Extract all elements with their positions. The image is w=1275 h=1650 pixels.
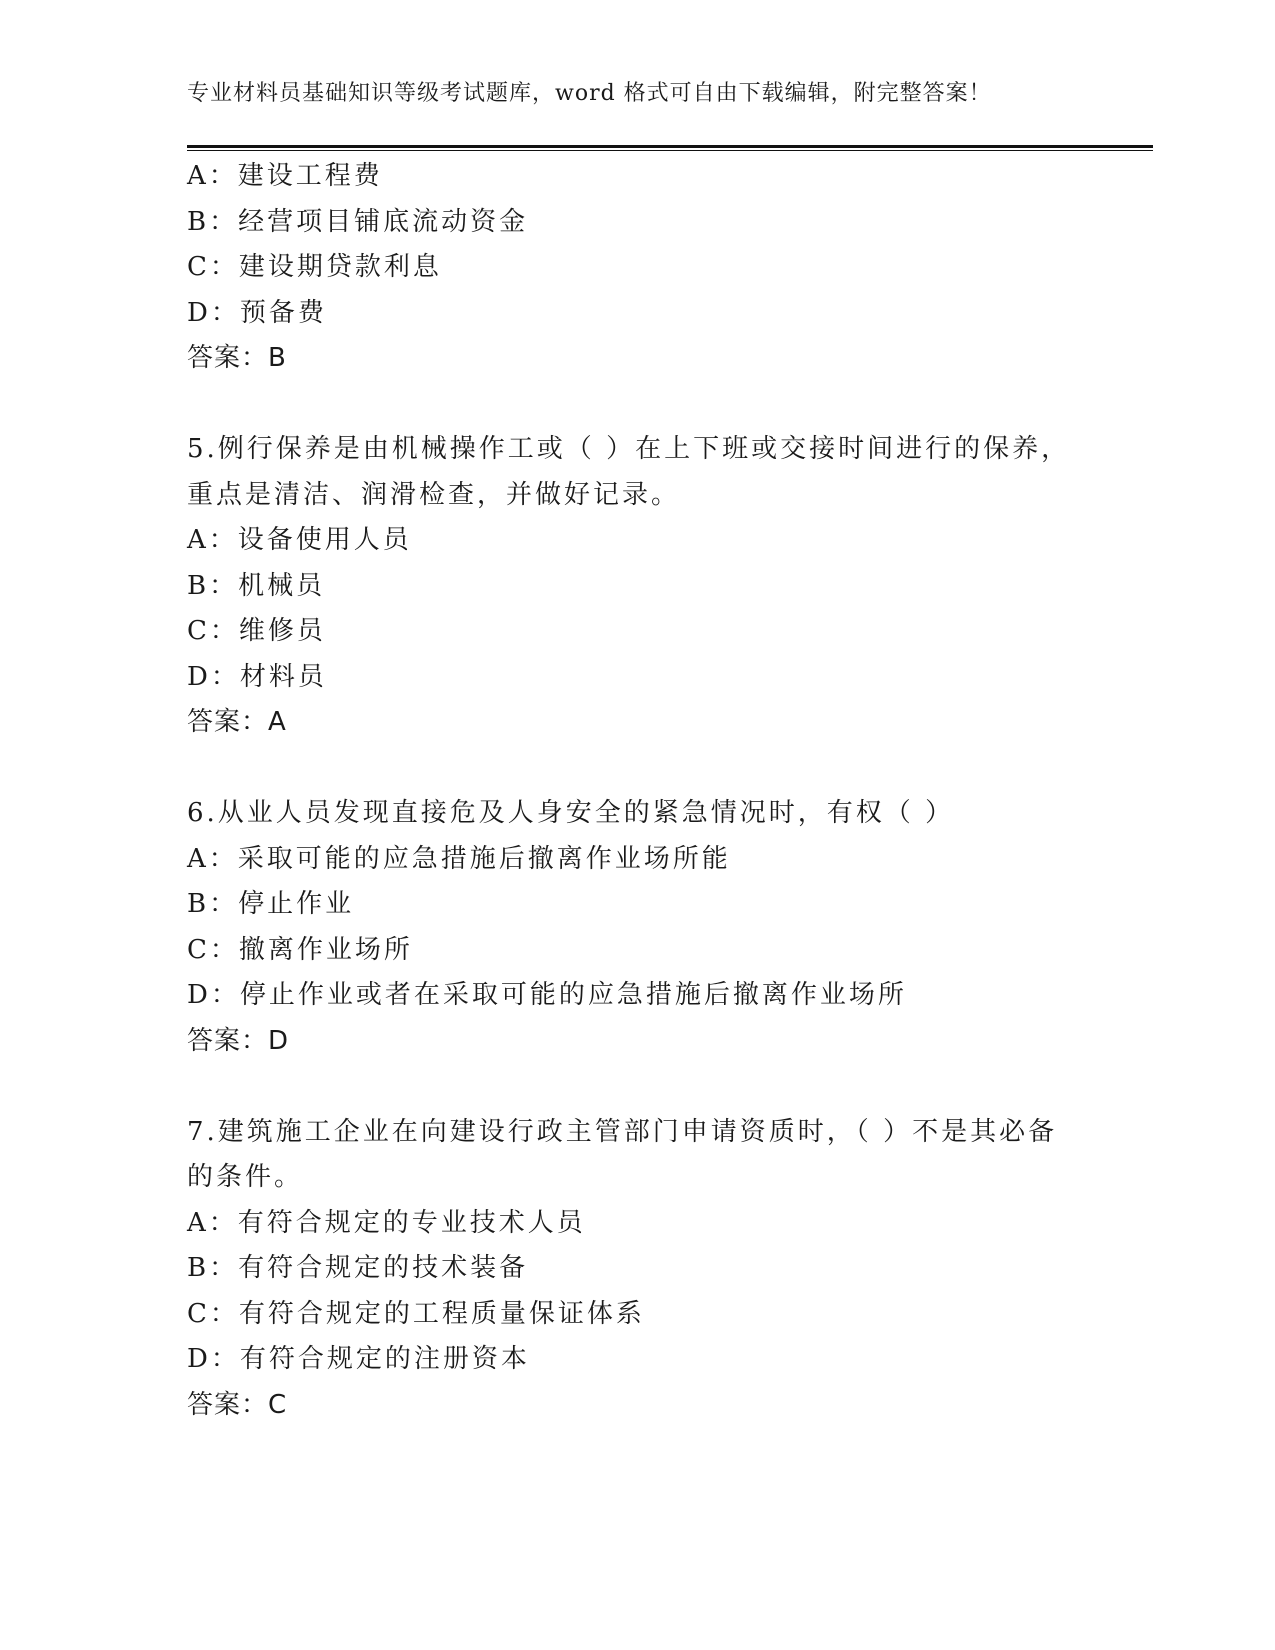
- question-5: [187, 427, 1087, 746]
- spacer: [187, 382, 1087, 428]
- option-a: A：建设工程费: [187, 161, 383, 191]
- question-7: [187, 1110, 1087, 1429]
- option-d: D：预备费: [187, 297, 327, 328]
- option-d: D：材料员: [187, 661, 327, 692]
- spacer: [187, 746, 1087, 792]
- header-rule-thin: [187, 150, 1153, 151]
- option-b: B：机械员: [187, 570, 326, 601]
- option-c: C：建设期贷款利息: [187, 252, 442, 282]
- question-stem-continued: 的条件。: [187, 1162, 304, 1192]
- option-c: C：有符合规定的工程质量保证体系: [187, 1298, 645, 1329]
- option-d: D：有符合规定的注册资本: [187, 1344, 530, 1374]
- option-c: C：撤离作业场所: [187, 934, 413, 965]
- option-b: B：停止作业: [187, 889, 355, 919]
- answer: 答案：A: [187, 707, 287, 737]
- spacer: [187, 1064, 1087, 1110]
- option-c: C：维修员: [187, 616, 326, 646]
- option-b: B：有符合规定的技术装备: [187, 1253, 529, 1283]
- option-a: A：有符合规定的专业技术人员: [187, 1207, 586, 1238]
- option-a: A：设备使用人员: [187, 525, 412, 555]
- option-d: D：停止作业或者在采取可能的应急措施后撤离作业场所: [187, 980, 907, 1010]
- answer: 答案：B: [187, 343, 287, 373]
- header-rule-thick: [187, 145, 1153, 148]
- question-content: [187, 154, 1087, 1428]
- question-stem: 6.从业人员发现直接危及人身安全的紧急情况时，有权（ ）: [187, 798, 955, 828]
- question-stem: 7.建筑施工企业在向建设行政主管部门申请资质时，（ ）不是其必备: [187, 1116, 1058, 1147]
- question-6: [187, 791, 1087, 1064]
- answer: 答案：C: [187, 1389, 288, 1420]
- question-stem-continued: 重点是清洁、润滑检查，并做好记录。: [187, 479, 681, 510]
- question-4: [187, 154, 1087, 382]
- page-header: 专业材料员基础知识等级考试题库，word 格式可自由下载编辑，附完整答案！: [187, 81, 992, 106]
- question-stem: 5.例行保养是由机械操作工或（ ）在上下班或交接时间进行的保养，: [187, 434, 1071, 464]
- answer: 答案：D: [187, 1025, 290, 1056]
- option-b: B：经营项目铺底流动资金: [187, 206, 529, 237]
- option-a: A：采取可能的应急措施后撤离作业场所能: [187, 843, 731, 874]
